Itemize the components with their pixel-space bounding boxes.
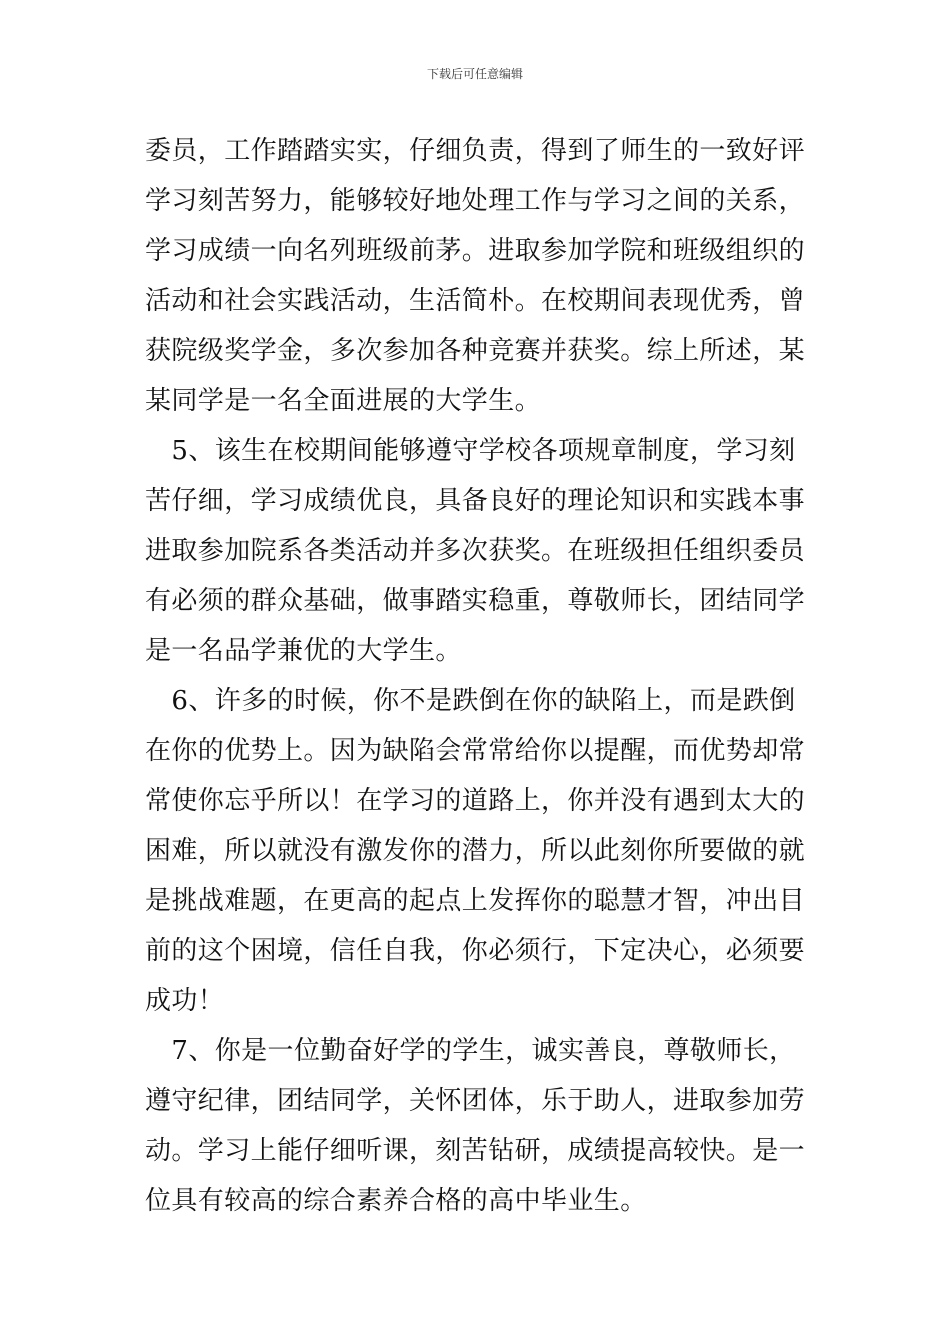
text-line: 有必须的群众基础，做事踏实稳重，尊敬师长，团结同学 bbox=[145, 586, 806, 616]
document-body bbox=[145, 126, 805, 1226]
text-line: 学习成绩一向名列班级前茅。进取参加学院和班级组织的 bbox=[145, 236, 806, 266]
text-line: 是挑战难题，在更高的起点上发挥你的聪慧才智，冲出目 bbox=[145, 886, 806, 916]
text-line: 困难，所以就没有激发你的潜力，所以此刻你所要做的就 bbox=[145, 836, 806, 866]
text-line: 活动和社会实践活动，生活简朴。在校期间表现优秀，曾 bbox=[145, 286, 806, 316]
text-line: 6、许多的时候，你不是跌倒在你的缺陷上，而是跌倒 bbox=[145, 686, 796, 716]
text-line: 7、你是一位勤奋好学的学生，诚实善良，尊敬师长， bbox=[145, 1036, 796, 1066]
text-line: 进取参加院系各类活动并多次获奖。在班级担任组织委员 bbox=[145, 536, 806, 566]
text-line: 学习刻苦努力，能够较好地处理工作与学习之间的关系， bbox=[145, 186, 806, 216]
text-line: 常使你忘乎所以！在学习的道路上，你并没有遇到太大的 bbox=[145, 786, 806, 816]
text-line: 是一名品学兼优的大学生。 bbox=[145, 636, 462, 666]
text-line: 5、该生在校期间能够遵守学校各项规章制度，学习刻 bbox=[145, 436, 796, 466]
text-line: 在你的优势上。因为缺陷会常常给你以提醒，而优势却常 bbox=[145, 736, 806, 766]
text-line: 前的这个困境，信任自我，你必须行，下定决心，必须要 bbox=[145, 936, 806, 966]
page-header: 下载后可任意编辑 bbox=[426, 67, 523, 81]
text-line: 获院级奖学金，多次参加各种竞赛并获奖。综上所述，某 bbox=[145, 336, 806, 366]
text-line: 委员，工作踏踏实实，仔细负责，得到了师生的一致好评 bbox=[145, 136, 806, 166]
text-line: 苦仔细，学习成绩优良，具备良好的理论知识和实践本事 bbox=[145, 486, 806, 516]
text-line: 动。学习上能仔细听课，刻苦钻研，成绩提高较快。是一 bbox=[145, 1136, 806, 1166]
text-line: 遵守纪律，团结同学，关怀团体，乐于助人，进取参加劳 bbox=[145, 1086, 806, 1116]
text-line: 某同学是一名全面进展的大学生。 bbox=[145, 386, 542, 416]
text-line: 位具有较高的综合素养合格的高中毕业生。 bbox=[145, 1186, 647, 1216]
text-line: 成功！ bbox=[145, 986, 225, 1016]
